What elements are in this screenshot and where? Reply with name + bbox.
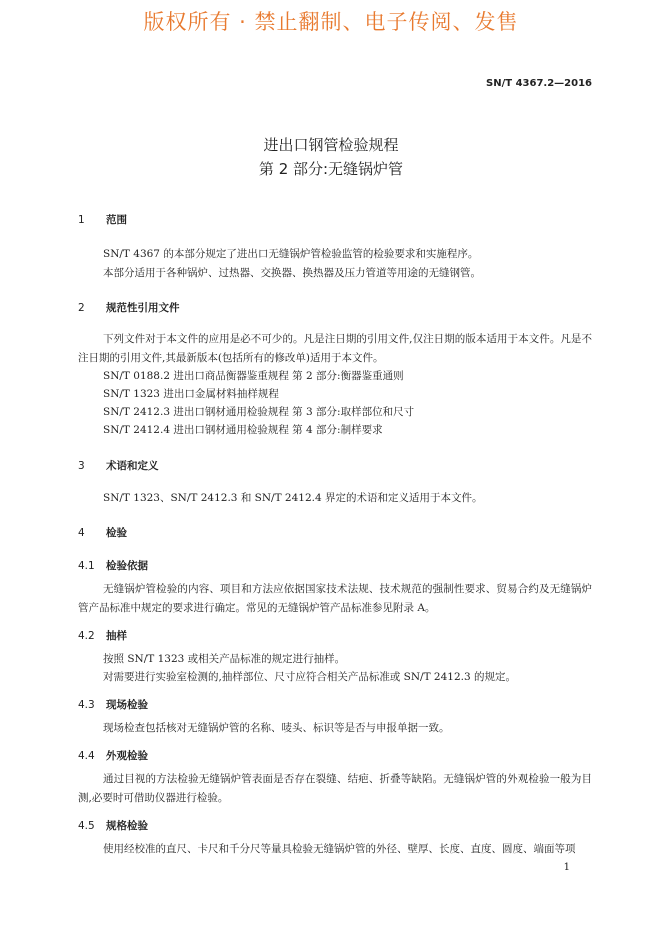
section-number: 4.4 (78, 750, 95, 762)
reference-item: SN/T 1323 进出口金属材料抽样规程 (103, 388, 279, 400)
section-title: 外观检验 (106, 750, 148, 762)
section-number: 1 (78, 214, 85, 226)
section-title: 检验依据 (106, 560, 148, 572)
section-heading (78, 525, 127, 540)
subsection-heading (78, 697, 148, 712)
reference-item: SN/T 2412.4 进出口钢材通用检验规程 第 4 部分:制样要求 (103, 424, 383, 436)
paragraph: 对需要进行实验室检测的,抽样部位、尺寸应符合相关产品标准或 SN/T 2412.3 的规定。 (103, 671, 517, 683)
paragraph: SN/T 1323、SN/T 2412.3 和 SN/T 2412.4 界定的术语和定义适用于本文件。 (103, 492, 483, 504)
section-heading (78, 300, 180, 315)
paragraph: SN/T 4367 的本部分规定了进出口无缝锅炉管检验监管的检验要求和实施程序。 (103, 248, 479, 260)
section-title: 规格检验 (106, 820, 148, 832)
document-number: SN/T 4367.2—2016 (486, 78, 592, 89)
page-number: 1 (563, 862, 570, 873)
paragraph: 使用经校准的直尺、卡尺和千分尺等量具检验无缝锅炉管的外径、壁厚、长度、直度、圆度、端面等项 (103, 843, 576, 855)
subsection-heading (78, 748, 148, 763)
watermark: 版权所有 · 禁止翻制、电子传阅、发售 (143, 10, 519, 34)
section-title: 范围 (106, 214, 127, 226)
section-number: 4.5 (78, 820, 95, 832)
section-title: 规范性引用文件 (106, 302, 180, 314)
section-number: 4.1 (78, 560, 95, 572)
section-title: 检验 (106, 527, 127, 539)
reference-item: SN/T 2412.3 进出口钢材通用检验规程 第 3 部分:取样部位和尺寸 (103, 406, 415, 418)
subsection-heading (78, 628, 127, 643)
section-title: 现场检验 (106, 699, 148, 711)
paragraph: 本部分适用于各种锅炉、过热器、交换器、换热器及压力管道等用途的无缝钢管。 (103, 267, 481, 279)
document-title: 进出口钢管检验规程 (263, 136, 399, 154)
paragraph: 下列文件对于本文件的应用是必不可少的。凡是注日期的引用文件,仅注日期的版本适用于本文件。凡是不注日期的引用文件,其最新版本(包括所有的修改单)适用于本文件。 (78, 333, 592, 364)
section-number: 4.2 (78, 630, 95, 642)
document-subtitle: 第 2 部分:无缝锅炉管 (258, 160, 404, 178)
subsection-heading (78, 818, 148, 833)
paragraph: 按照 SN/T 1323 或相关产品标准的规定进行抽样。 (103, 653, 346, 665)
section-title: 抽样 (106, 630, 127, 642)
section-number: 4 (78, 527, 85, 539)
section-heading (78, 212, 127, 227)
section-number: 3 (78, 460, 85, 472)
section-number: 2 (78, 302, 85, 314)
paragraph: 通过目视的方法检验无缝锅炉管表面是否存在裂缝、结疤、折叠等缺陷。无缝锅炉管的外观检验一般为目测,必要时可借助仪器进行检验。 (78, 773, 592, 804)
section-heading (78, 458, 159, 473)
paragraph: 现场检查包括核对无缝锅炉管的名称、唛头、标识等是否与申报单据一致。 (103, 722, 450, 734)
section-number: 4.3 (78, 699, 95, 711)
reference-item: SN/T 0188.2 进出口商品衡器鉴重规程 第 2 部分:衡器鉴重通则 (103, 370, 404, 382)
paragraph: 无缝锅炉管检验的内容、项目和方法应依据国家技术法规、技术规范的强制性要求、贸易合约及无缝锅炉管产品标准中规定的要求进行确定。常见的无缝锅炉管产品标准参见附录 A。 (78, 583, 592, 614)
subsection-heading (78, 558, 148, 573)
section-title: 术语和定义 (106, 460, 159, 472)
